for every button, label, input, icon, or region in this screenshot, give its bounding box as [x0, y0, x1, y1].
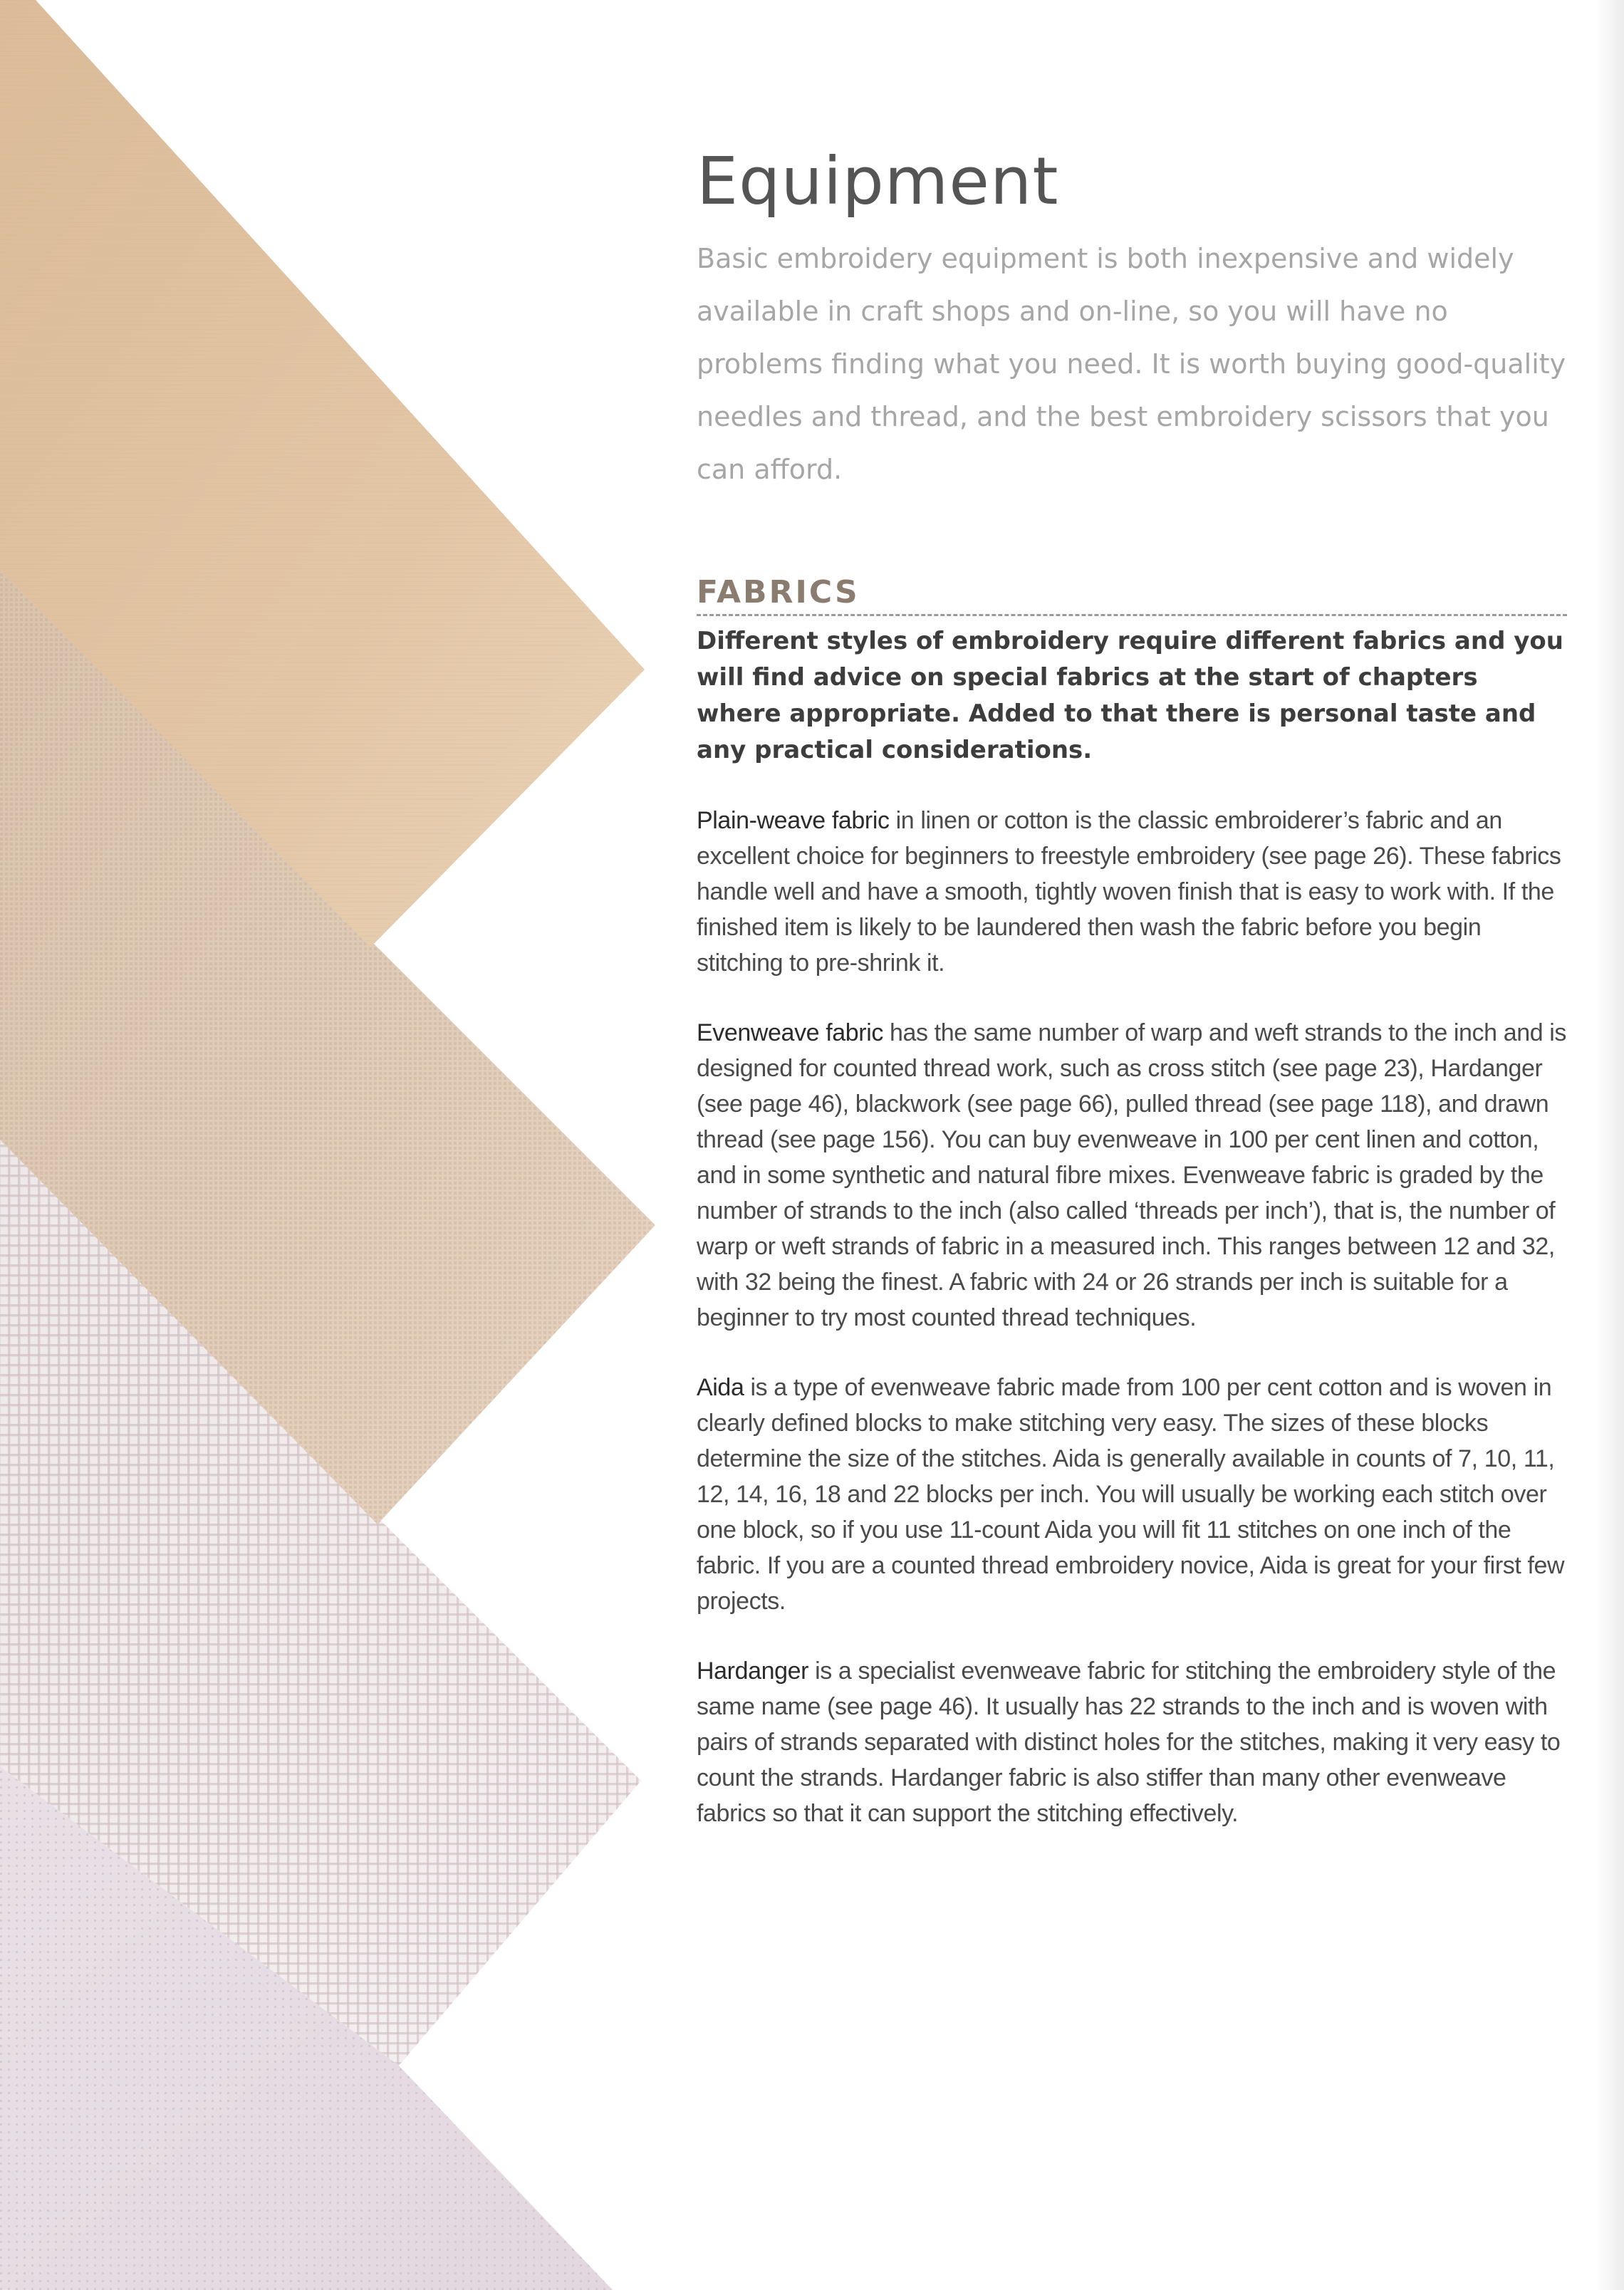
aida-text: is a type of evenweave fabric made from 100 per cent cotton and is woven in clearly defined blocks to make stitching very easy. The sizes of these blocks determine the size of the stitches. Aida is generally available in counts of 7, 10, 11, 12, 14, 16, 18 and 22 blocks per inch. You will usually be working each stitch over one block, so if you use 11-count Aida you will fit 11 stitches on one inch of the fabric. If you are a counted thread embroidery novice, Aida is great for your first few projects.	[697, 1374, 1565, 1615]
term-hardanger: Hardanger	[697, 1657, 809, 1685]
term-evenweave: Evenweave fabric	[697, 1019, 883, 1046]
plain-weave-paragraph	[697, 803, 1567, 981]
evenweave-text: has the same number of warp and weft strands to the inch and is designed for counted thread work, such as cross stitch (see page 23), Hardanger (see page 46), blackwork (see page 66), pulled thread (see page 118), and drawn thread (see page 156). You can buy evenweave in 100 per cent linen and cotton, and in some synthetic and natural fibre mixes. Evenweave fabric is graded by the number of strands to the inch (also called ‘threads per inch’), that is, the number of warp or weft strands of fabric in a measured inch. This ranges between 12 and 32, with 32 being the finest. A fabric with 24 or 26 strands per inch is suitable for a beginner to try most counted thread techniques.	[697, 1019, 1567, 1331]
aida-paragraph	[697, 1370, 1567, 1619]
intro-paragraph: Basic embroidery equipment is both inexpensive and widely available in craft shops and on-line, so you will have no problems finding what you need. It is worth buying good-quality needles and thread, and the best embroidery scissors that you can afford.	[697, 243, 1566, 485]
hardanger-paragraph	[697, 1653, 1567, 1831]
text-column	[697, 142, 1567, 1831]
page-title: Equipment	[697, 143, 1059, 219]
plain-weave-text: in linen or cotton is the classic embroiderer’s fabric and an excellent choice for beginners to freestyle embroidery (see page 26). These fabrics handle well and have a smooth, tightly woven finish that is easy to work with. If the finished item is likely to be laundered then wash the fabric before you begin stitching to pre-shrink it.	[697, 807, 1561, 977]
section-heading-fabrics: FABRICS	[697, 573, 1567, 616]
term-aida: Aida	[697, 1374, 744, 1401]
page-edge-shadow	[1596, 0, 1624, 2290]
evenweave-paragraph	[697, 1015, 1567, 1336]
term-plain-weave: Plain-weave fabric	[697, 807, 890, 834]
hardanger-text: is a specialist evenweave fabric for stitching the embroidery style of the same name (see page 46). It usually has 22 strands to the inch and is woven with pairs of strands separated with distinct holes for the stitches, making it very easy to count the strands. Hardanger fabric is also stiffer than many other evenweave fabrics so that it can support the stitching effectively.	[697, 1657, 1561, 1827]
section-lede: Different styles of embroidery require different fabrics and you will find advice on special fabrics at the start of chapters where appropriate. Added to that there is personal taste and any practical considerations.	[697, 627, 1563, 764]
